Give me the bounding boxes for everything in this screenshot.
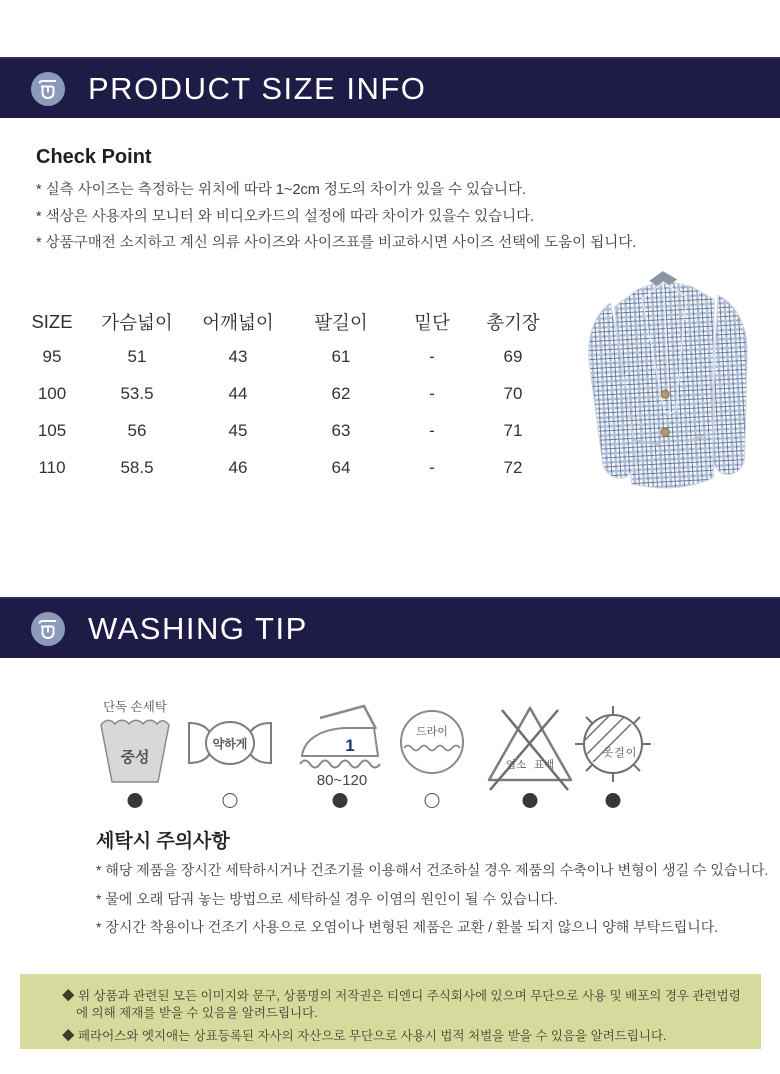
svg-text:약하게: 약하게 <box>212 737 248 751</box>
dry-clean-icon <box>392 702 472 782</box>
svg-text:염소: 염소 <box>505 759 527 771</box>
table-cell: - <box>429 346 435 366</box>
product-photo <box>556 242 780 500</box>
copyright-notice-box <box>20 974 761 1049</box>
table-cell: 95 <box>42 346 62 366</box>
table-cell: 46 <box>228 457 248 477</box>
hanger-dry-icon <box>567 698 659 790</box>
svg-text:80~120: 80~120 <box>316 772 368 789</box>
table-cell: 110 <box>38 457 66 477</box>
table-cell: 44 <box>228 383 248 403</box>
brand-logo-icon <box>30 611 66 647</box>
check-point-title: Check Point <box>36 146 152 168</box>
care-option-dot <box>523 793 538 808</box>
care-item-wring <box>180 698 280 808</box>
table-cell: 72 <box>503 457 523 477</box>
table-row <box>20 449 558 486</box>
care-item-iron <box>290 698 390 808</box>
table-row <box>20 375 558 412</box>
size-table <box>20 306 558 486</box>
column-header: 팔길이 <box>314 312 368 333</box>
washing-cautions <box>96 856 768 942</box>
section-title-washing-tip: WASHING TIP <box>88 610 308 646</box>
table-cell: 51 <box>127 346 147 366</box>
care-option-dot <box>425 793 440 808</box>
care-option-dot <box>223 793 238 808</box>
section-title-product-size-info: PRODUCT SIZE INFO <box>88 70 427 106</box>
table-cell: 63 <box>331 420 351 440</box>
product-size-info-header <box>0 57 780 118</box>
table-cell: 64 <box>331 457 351 477</box>
column-header: 가슴넓이 <box>101 312 173 333</box>
svg-text:1: 1 <box>345 736 355 755</box>
notice-item: ◆ 페라어스와 엣지애는 상표등록된 자사의 자산으로 무단으로 사용시 법적 처벌을 받을 수 있음을 알려드립니다. <box>62 1029 667 1043</box>
washing-caution-line: * 장시간 착용이나 건조기 사용으로 오염이나 변형된 제품은 교환 / 환불 되지 않으니 양해 부탁드립니다. <box>96 919 719 935</box>
table-row <box>20 338 558 375</box>
washing-tip-header <box>0 597 780 658</box>
table-cell: - <box>429 457 435 477</box>
washing-caution-line: * 물에 오래 담궈 놓는 방법으로 세탁하실 경우 이염의 원인이 될 수 있습니다. <box>96 890 558 907</box>
care-item-hand-wash <box>85 698 185 808</box>
table-cell: - <box>429 383 435 403</box>
table-cell: 61 <box>331 346 351 366</box>
washing-caution-line: * 해당 제품을 장시간 세탁하시거나 건조기를 이용해서 건조하실 경우 제품의 수축이나 변형이 생길 수 있습니다. <box>96 862 769 878</box>
svg-text:표백: 표백 <box>533 759 555 771</box>
size-table-header-row <box>20 306 558 338</box>
table-cell: 71 <box>503 420 523 440</box>
table-cell: 69 <box>503 346 523 366</box>
column-header: 밑단 <box>414 312 450 333</box>
care-item-hanger-dry <box>563 698 663 808</box>
svg-text:드라이: 드라이 <box>416 726 448 738</box>
care-option-dot <box>128 793 143 808</box>
column-header: SIZE <box>31 311 73 332</box>
svg-text:옷걸이: 옷걸이 <box>602 747 638 759</box>
check-point-notes <box>36 177 636 257</box>
table-cell: 62 <box>331 383 351 403</box>
column-header: 어깨넓이 <box>202 312 274 333</box>
brand-logo-icon <box>30 71 66 107</box>
check-point-note: * 색상은 사용자의 모니터 와 비디오카드의 설정에 따라 차이가 있을수 있습니다. <box>36 208 535 225</box>
table-cell: 53.5 <box>120 383 154 403</box>
care-option-dot <box>333 793 348 808</box>
table-cell: 45 <box>228 420 248 440</box>
iron-low-temp-icon <box>290 698 394 790</box>
table-cell: - <box>429 420 435 440</box>
table-cell: 58.5 <box>120 457 154 477</box>
column-header: 총기장 <box>486 312 540 333</box>
hand-wash-neutral-icon <box>91 698 179 790</box>
svg-text:단독 손세탁: 단독 손세탁 <box>103 700 167 714</box>
table-cell: 100 <box>37 383 67 403</box>
care-item-dry-clean <box>382 698 482 808</box>
table-cell: 43 <box>228 346 248 366</box>
care-option-dot <box>606 793 621 808</box>
notice-item: ◆ 위 상품과 관련된 모든 이미지와 문구, 상품명의 저작권은 티엔디 주식회사에 있으며 무단으로 사용 및 배포의 경우 관련법령에 의해 제재를 받을 수 있음을 알려드립니다. <box>62 989 741 1020</box>
check-point-note: * 상품구매전 소지하고 계신 의류 사이즈와 사이즈표를 비교하시면 사이즈 선택에 도움이 됩니다. <box>36 235 637 251</box>
svg-text:중성: 중성 <box>120 749 150 766</box>
table-cell: 70 <box>503 383 523 403</box>
table-cell: 56 <box>127 420 147 440</box>
wring-weak-icon <box>180 712 280 774</box>
washing-caution-title: 세탁시 주의사항 <box>96 831 230 852</box>
table-row <box>20 412 558 449</box>
check-point-note: * 실측 사이즈는 측정하는 위치에 따라 1~2cm 정도의 차이가 있을 수 있습니다. <box>36 182 527 198</box>
table-cell: 105 <box>37 420 67 440</box>
